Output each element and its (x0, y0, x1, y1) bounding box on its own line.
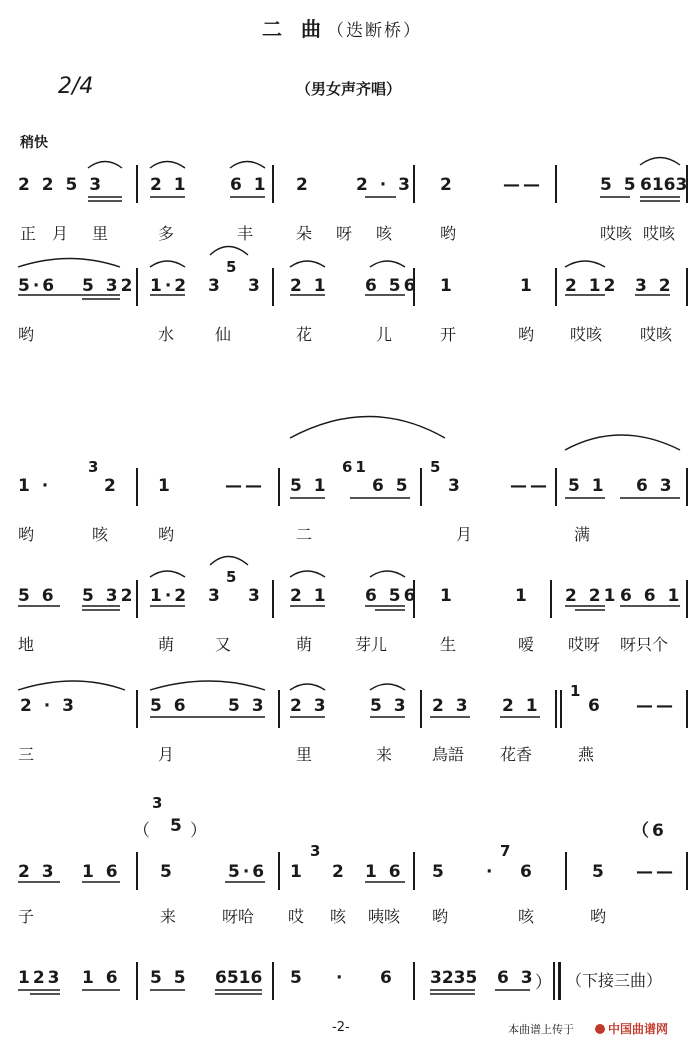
grace-note: 5 (430, 458, 444, 476)
note-group: 5 (170, 816, 185, 836)
note-group: —— (636, 696, 676, 716)
lyric: 开 (440, 325, 457, 344)
note-group: 2 1 (502, 696, 541, 716)
note-group: 5 (160, 862, 175, 882)
note-group: 3 (208, 586, 223, 606)
lyric: 哟 (18, 525, 35, 544)
lyric: 萌 (296, 635, 313, 654)
note-group: 5 (432, 862, 447, 882)
note-group: 1 6 (82, 862, 121, 882)
note-group: 2 3 (18, 862, 57, 882)
note-group: 2 21 (565, 586, 619, 606)
grace-note: 61 (342, 458, 369, 476)
paren-close: ） (535, 973, 555, 993)
note-dot: · (486, 862, 496, 882)
note-group: 1 6 (82, 968, 121, 988)
note-group: 5 32 (82, 586, 136, 606)
note-group: 5·6 (18, 276, 58, 296)
performance-note: （男女声齐唱） (296, 80, 402, 98)
lyric: 朵 (296, 224, 313, 243)
grace-note: 1 (570, 682, 584, 700)
note-group: 5 32 (82, 276, 136, 296)
note-group: 1 (440, 586, 455, 606)
note-group: 5 1 (290, 476, 329, 496)
note-group: 2 (296, 175, 311, 195)
grace-group: （6 (632, 821, 667, 841)
lyric: 正 (20, 224, 37, 243)
lyric: 仙 (215, 325, 232, 344)
note-group: 3 2 (635, 276, 674, 296)
lyric: 咳 (376, 224, 393, 243)
note-group: 5 5 (600, 175, 639, 195)
lyric: 子 (18, 907, 35, 926)
footer-upload-text: 本曲谱上传于 (508, 1023, 574, 1036)
note-group: —— (503, 175, 543, 195)
note-group: 3 (448, 476, 463, 496)
note-group: 2 1 (150, 175, 189, 195)
note-group: 5 6 (150, 696, 189, 716)
note-group: 6 56 (365, 276, 419, 296)
note-group: 1 (440, 276, 455, 296)
lyric: 燕 (578, 745, 595, 764)
lyric: 哎咳 (640, 325, 673, 344)
note-group: 2 3 (290, 696, 329, 716)
lyric: 哎咳 (643, 224, 676, 243)
note-group: 6516 (215, 968, 263, 988)
note-group: 6163 (640, 175, 688, 195)
lyric: 哟 (518, 325, 535, 344)
note-group: 6 (520, 862, 535, 882)
lyric: 里 (92, 224, 109, 243)
note-group: 1·2 (150, 276, 190, 296)
note-group: 5 (592, 862, 607, 882)
note-group: 2 12 (565, 276, 619, 296)
lyric: 生 (440, 635, 457, 654)
lyric: 三 (18, 745, 35, 764)
lyric: 月 (158, 745, 175, 764)
lyric: 月 (52, 224, 69, 243)
lyric: 咳 (330, 907, 347, 926)
lyric: 花 (296, 325, 313, 344)
note-group: 3 (208, 276, 223, 296)
title-main: 二 曲 (262, 17, 327, 41)
lyric: 月 (456, 525, 473, 544)
lyric: 水 (158, 325, 175, 344)
note-group: 5 6 (18, 586, 57, 606)
note-group: 1 6 (365, 862, 404, 882)
note-group: 5 3 (228, 696, 267, 716)
note-group: 6 6 1 (620, 586, 683, 606)
lyric: 又 (215, 635, 232, 654)
page-number: -2- (332, 1020, 350, 1035)
note-group: 123 (18, 968, 63, 988)
note-group: 1·2 (150, 586, 190, 606)
note-group: 5·6 (228, 862, 268, 882)
lyric: 哟 (590, 907, 607, 926)
lyric: 哟 (432, 907, 449, 926)
note-group: 3 (248, 586, 263, 606)
note-group: 1 (158, 476, 173, 496)
note-group: 3235 (430, 968, 478, 988)
site-logo: 中国曲谱网 (595, 1020, 668, 1037)
note-group: 6 (380, 968, 395, 988)
lyric: 哎 (288, 907, 305, 926)
lyric: 咦咳 (368, 907, 401, 926)
note-group: 5 (290, 968, 305, 988)
lyric: 咳 (518, 907, 535, 926)
lyric: 哎咳 (570, 325, 603, 344)
notation-line-1: 2 2 5 3 (18, 175, 105, 195)
paren-close: ） (190, 821, 210, 841)
lyric: 多 (158, 224, 175, 243)
paren-open: （ (133, 821, 153, 841)
title-subtitle: （迭断桥） (326, 21, 422, 41)
note-group: 3 (248, 276, 263, 296)
tempo-marking: 稍快 (20, 135, 48, 151)
logo-icon (595, 1024, 605, 1034)
note-group: 6 3 (497, 968, 536, 988)
note-group: 1 (515, 586, 530, 606)
lyric: 鳥語 (432, 745, 465, 764)
note-group: 5 5 (150, 968, 189, 988)
note-group: 1 · (18, 476, 52, 496)
grace-note: 3 (88, 458, 102, 476)
note-group: 2 (332, 862, 347, 882)
lyric: 哎咳 (600, 224, 633, 243)
lyric: 呀哈 (222, 907, 255, 926)
lyric: 里 (296, 745, 313, 764)
time-signature: 2/4 (58, 74, 94, 99)
note-group: 6 3 (636, 476, 675, 496)
lyric: 花香 (500, 745, 533, 764)
lyric: 呀 (336, 224, 353, 243)
note-dot: · (336, 968, 346, 988)
note-group: 5 1 (568, 476, 607, 496)
grace-note: 3 (310, 842, 324, 860)
lyric: 地 (18, 635, 35, 654)
lyric: 来 (160, 907, 177, 926)
note-group: 2 1 (290, 276, 329, 296)
lyric: 二 (296, 525, 313, 544)
grace-note: 7 (500, 842, 514, 860)
note-group: 5 3 (370, 696, 409, 716)
lyric: 满 (574, 525, 591, 544)
note-group: 2 (104, 476, 119, 496)
note-group: —— (636, 862, 676, 882)
lyric: 哟 (18, 325, 35, 344)
note-group: 2 3 (432, 696, 471, 716)
note-group: 6 56 (365, 586, 419, 606)
note-group: 6 5 (372, 476, 411, 496)
note-group: 1 (290, 862, 305, 882)
note-group: 6 1 (230, 175, 269, 195)
lyric: 嗳 (518, 635, 535, 654)
lyric: 呀只个 (620, 635, 669, 654)
continuation-note: （下接三曲） (566, 971, 663, 990)
lyric: 哟 (158, 525, 175, 544)
lyric: 丰 (237, 224, 254, 243)
lyric: 哎呀 (568, 635, 601, 654)
grace-note: 5 (226, 258, 240, 276)
lyric: 儿 (376, 325, 393, 344)
note-group: 2 1 (290, 586, 329, 606)
lyric: 咳 (92, 525, 109, 544)
grace-note: 5 (226, 568, 240, 586)
note-group: 2 (440, 175, 455, 195)
note-group: —— (225, 476, 265, 496)
grace-note: 3 (152, 794, 166, 812)
lyric: 哟 (440, 224, 457, 243)
lyric: 萌 (158, 635, 175, 654)
note-group: 2 · 3 (20, 696, 77, 716)
note-group: 1 (520, 276, 535, 296)
note-group: 6 (588, 696, 603, 716)
note-group: —— (510, 476, 550, 496)
note-group: 2 · 3 (356, 175, 413, 195)
lyric: 来 (376, 745, 393, 764)
lyric: 芽儿 (355, 635, 388, 654)
